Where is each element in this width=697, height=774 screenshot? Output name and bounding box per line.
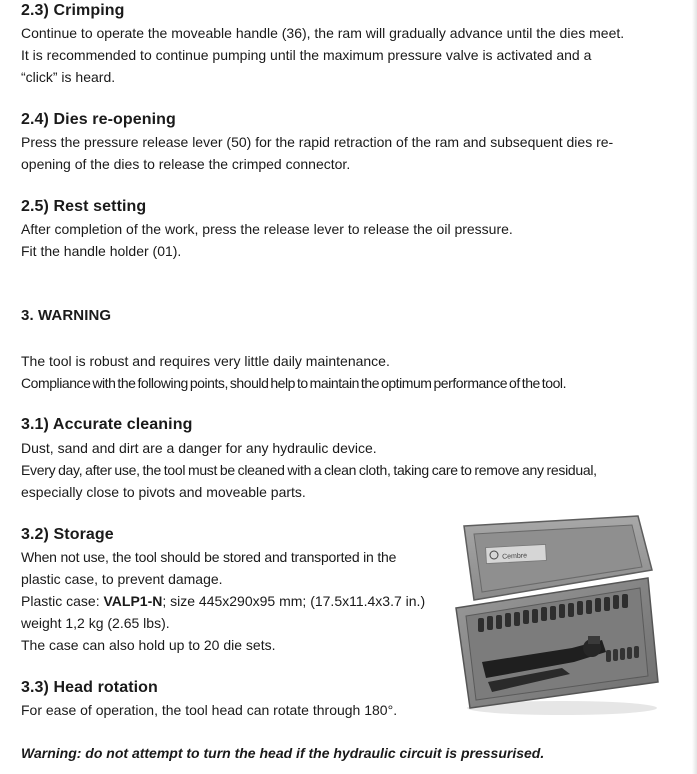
rest-setting-line-1: After completion of the work, press the release lever to release the oil pressure.: [21, 221, 513, 237]
section-heading-warning: 3. WARNING: [21, 307, 112, 324]
rest-setting-line-2: Fit the handle holder (01).: [21, 243, 182, 259]
cleaning-paragraph: [21, 437, 597, 503]
case-model: VALP1-N: [103, 593, 163, 609]
case-prefix: Plastic case:: [21, 593, 104, 609]
storage-paragraph: [21, 546, 425, 656]
cleaning-line-3: especially close to pivots and moveable parts.: [21, 484, 306, 500]
storage-line-4: weight 1,2 kg (2.65 lbs).: [21, 615, 170, 631]
dies-reopening-line-2: opening of the dies to release the crimped connector.: [21, 156, 351, 172]
warning-line-2: Compliance with the following points, should help to maintain the optimum performance of the tool.: [21, 375, 567, 391]
warning-line-1: The tool is robust and requires very little daily maintenance.: [21, 353, 390, 369]
crimping-line-1: Continue to operate the moveable handle (36), the ram will gradually advance until the dies meet.: [21, 25, 625, 41]
section-heading-accurate-cleaning: 3.1) Accurate cleaning: [21, 416, 193, 433]
case-size: ; size 445x290x95 mm; (17.5x11.4x3.7 in.): [162, 593, 426, 609]
section-heading-crimping: 2.3) Crimping: [21, 2, 125, 19]
section-heading-storage: 3.2) Storage: [21, 526, 114, 543]
crimping-paragraph: [21, 22, 624, 88]
tool-case-photo: [452, 512, 660, 716]
brand-label: Cembre: [501, 552, 528, 561]
crimping-line-2: It is recommended to continue pumping until the maximum pressure valve is activated and a: [21, 47, 592, 63]
storage-line-5: The case can also hold up to 20 die sets.: [21, 637, 276, 653]
dies-reopening-line-1: Press the pressure release lever (50) for the rapid retraction of the ram and subsequent dies re-: [21, 134, 614, 150]
cleaning-line-2: Every day, after use, the tool must be cleaned with a clean cloth, taking care to remove any residual,: [21, 462, 597, 478]
head-rotation-line-1: For ease of operation, the tool head can rotate through 180°.: [21, 702, 398, 718]
storage-line-1: When not use, the tool should be stored and transported in the: [21, 549, 397, 565]
final-warning: Warning: do not attempt to turn the head if the hydraulic circuit is pressurised.: [21, 745, 545, 761]
section-heading-rest-setting: 2.5) Rest setting: [21, 198, 147, 215]
storage-line-3: [21, 590, 425, 612]
section-heading-head-rotation: 3.3) Head rotation: [21, 679, 158, 696]
crimping-line-3: “click” is heard.: [21, 69, 116, 85]
head-rotation-paragraph: [21, 699, 397, 721]
rest-setting-paragraph: [21, 218, 513, 262]
storage-line-2: plastic case, to prevent damage.: [21, 571, 223, 587]
section-heading-dies-reopening: 2.4) Dies re-opening: [21, 111, 176, 128]
cleaning-line-1: Dust, sand and dirt are a danger for any hydraulic device.: [21, 440, 377, 456]
page-edge-shadow: [692, 0, 697, 774]
warning-paragraph: [21, 350, 566, 394]
dies-reopening-paragraph: [21, 131, 613, 175]
